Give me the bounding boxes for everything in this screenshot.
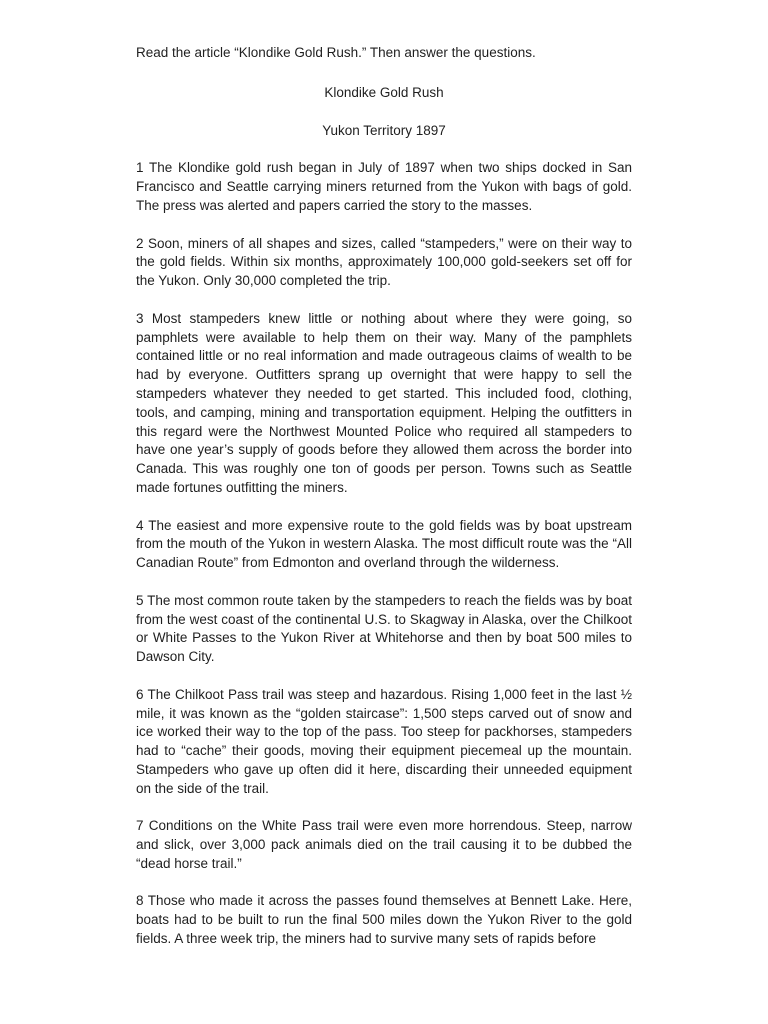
paragraph-6: 6 The Chilkoot Pass trail was steep and hazardous. Rising 1,000 feet in the last ½ mile, it was known as the “golden staircase”: 1,500 steps carved out of snow and ice worked their way to the top of the pass. Too steep for packhorses, stampeders had to “cache” their goods, moving their equipment piecemeal up the mountain. Stampeders who gave up often did it here, discarding their unneeded equipment on the side of the trail.	[136, 686, 632, 796]
paragraph-8: 8 Those who made it across the passes found themselves at Bennett Lake. Here, boats had to be built to run the final 500 miles down the Yukon River to the gold fields. A three week trip, the miners had to survive many sets of rapids before	[136, 893, 632, 947]
article-subtitle: Yukon Territory 1897	[322, 122, 446, 138]
paragraph-2: 2 Soon, miners of all shapes and sizes, called “stampeders,” were on their way to the gold fields. Within six months, approximately 100,000 gold-seekers set off for the Yukon. Only 30,000 completed the trip.	[136, 235, 632, 289]
paragraph-4: 4 The easiest and more expensive route to the gold fields was by boat upstream from the mouth of the Yukon in western Alaska. The most difficult route was the “All Canadian Route” from Edmonton and overland through the wilderness.	[136, 517, 632, 571]
paragraph-7: 7 Conditions on the White Pass trail were even more horrendous. Steep, narrow and slick, over 3,000 pack animals died on the trail causing it to be dubbed the “dead horse trail.”	[136, 818, 632, 871]
instructions-text: Read the article “Klondike Gold Rush.” Then answer the questions.	[136, 45, 536, 60]
paragraph-5: 5 The most common route taken by the stampeders to reach the fields was by boat from the west coast of the continental U.S. to Skagway in Alaska, over the Chilkoot or White Passes to the Yukon River at Whitehorse and then by boat 500 miles to Dawson City.	[136, 592, 632, 665]
document-page	[136, 44, 632, 968]
paragraph-3: 3 Most stampeders knew little or nothing about where they were going, so pamphlets were available to help them on their way. Many of the pamphlets contained little or no real information and made outrageous claims of wealth to be had by everyone. Outfitters sprang up overnight that were happy to sell the stampeders whatever they needed to get started. This included food, clothing, tools, and camping, mining and transportation equipment. Helping the outfitters in this regard were the Northwest Mounted Police who required all stampeders to have one year’s supply of goods before they allowed them across the border into Canada. This was roughly one ton of goods per person. Towns such as Seattle made fortunes outfitting the miners.	[136, 310, 632, 495]
paragraph-1: 1 The Klondike gold rush began in July of 1897 when two ships docked in San Francisco and Seattle carrying miners returned from the Yukon with bags of gold. The press was alerted and papers carried the story to the masses.	[136, 160, 632, 213]
article-title: Klondike Gold Rush	[324, 84, 444, 100]
